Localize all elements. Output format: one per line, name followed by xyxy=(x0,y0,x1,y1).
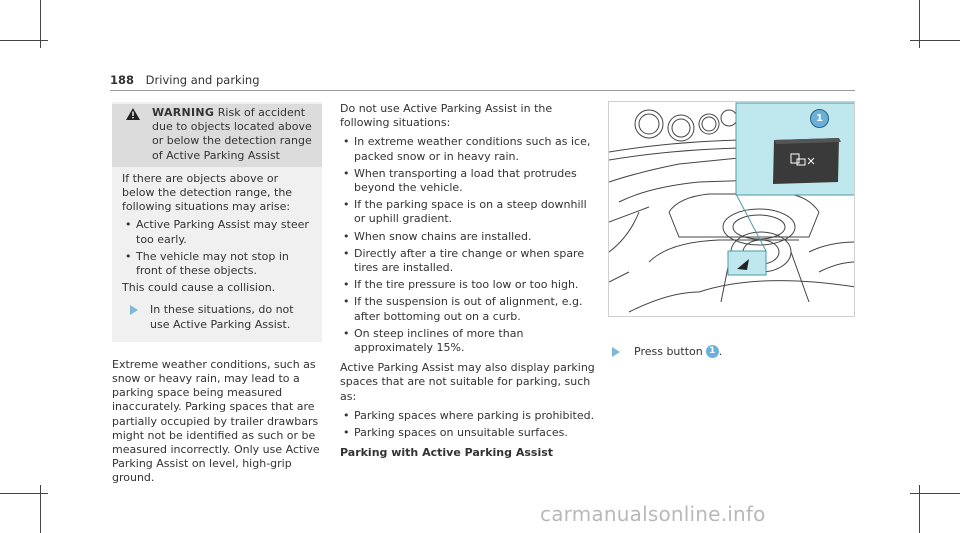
list-item: • If the suspension is out of alignment, e.g. after bottoming out on a curb. xyxy=(340,295,598,323)
list-item: • The vehicle may not stop in front of these objects. xyxy=(122,250,312,278)
press-button-instruction xyxy=(612,345,722,358)
page-header xyxy=(110,73,260,87)
list-item: • On steep inclines of more than approximately 15%. xyxy=(340,327,598,355)
header-rule xyxy=(110,90,855,91)
action-text: In these situations, do not use Active Parking Assist. xyxy=(150,303,294,331)
action-end: . xyxy=(718,345,723,358)
warning-list xyxy=(122,218,312,278)
warning-header xyxy=(112,104,322,167)
crop-mark xyxy=(0,493,48,494)
restrictions-list xyxy=(340,135,598,355)
center-console-illustration xyxy=(608,101,855,317)
warning-body xyxy=(112,167,322,332)
action-arrow-icon xyxy=(130,305,138,315)
button-number-badge: 1 xyxy=(706,345,719,358)
list-item: • Active Parking Assist may steer too early. xyxy=(122,218,312,246)
warning-triangle-icon xyxy=(126,108,140,120)
list-item: • When snow chains are installed. xyxy=(340,230,598,244)
list-item: • Directly after a tire change or when spare tires are installed. xyxy=(340,247,598,275)
weather-paragraph: Extreme weather conditions, such as snow or heavy rain, may lead to a parking space being measured inaccurately. Parking spaces that are partially occupied by trailer drawbars might not be identified as such or be measured incorrectly. Only use Active Parking Assist on level, high-grip ground. xyxy=(112,357,320,485)
warning-summary: Risk of accident due to objects located above or below the detection range of Active Parking Assist xyxy=(152,106,312,162)
list-item: • Parking spaces where parking is prohibited. xyxy=(340,409,598,423)
display-paragraph: Active Parking Assist may also display parking spaces that are not suitable for parking, such as: xyxy=(340,361,595,403)
page-number: 188 xyxy=(110,73,135,87)
list-item: • Parking spaces on unsuitable surfaces. xyxy=(340,426,598,440)
list-item: • If the tire pressure is too low or too high. xyxy=(340,278,598,292)
section-subheading: Parking with Active Parking Assist xyxy=(340,446,554,460)
warning-consequence: This could cause a collision. xyxy=(122,281,276,295)
list-item: • When transporting a load that protrudes beyond the vehicle. xyxy=(340,167,598,195)
list-item: • In extreme weather conditions such as ice, packed snow or in heavy rain. xyxy=(340,135,598,163)
crop-mark xyxy=(0,40,48,41)
warning-box xyxy=(112,102,322,342)
section-title: Driving and parking xyxy=(145,73,260,87)
action-arrow-icon xyxy=(612,347,620,357)
warning-action xyxy=(122,303,312,331)
middle-column xyxy=(340,102,598,460)
left-column xyxy=(112,102,322,497)
crop-mark xyxy=(910,40,960,41)
display-list xyxy=(340,409,598,440)
warning-title: WARNING xyxy=(152,106,215,119)
warning-intro: If there are objects above or below the detection range, the following situations may arise: xyxy=(122,171,293,214)
console-drawing xyxy=(609,102,855,317)
list-item: • If the parking space is on a steep downhill or uphill gradient. xyxy=(340,198,598,226)
restrictions-intro: Do not use Active Parking Assist in the following situations: xyxy=(340,102,553,130)
action-text: Press button xyxy=(634,345,703,358)
callout-number: 1 xyxy=(810,109,829,128)
crop-mark xyxy=(910,493,960,494)
watermark: carmanualsonline.info xyxy=(540,502,766,526)
